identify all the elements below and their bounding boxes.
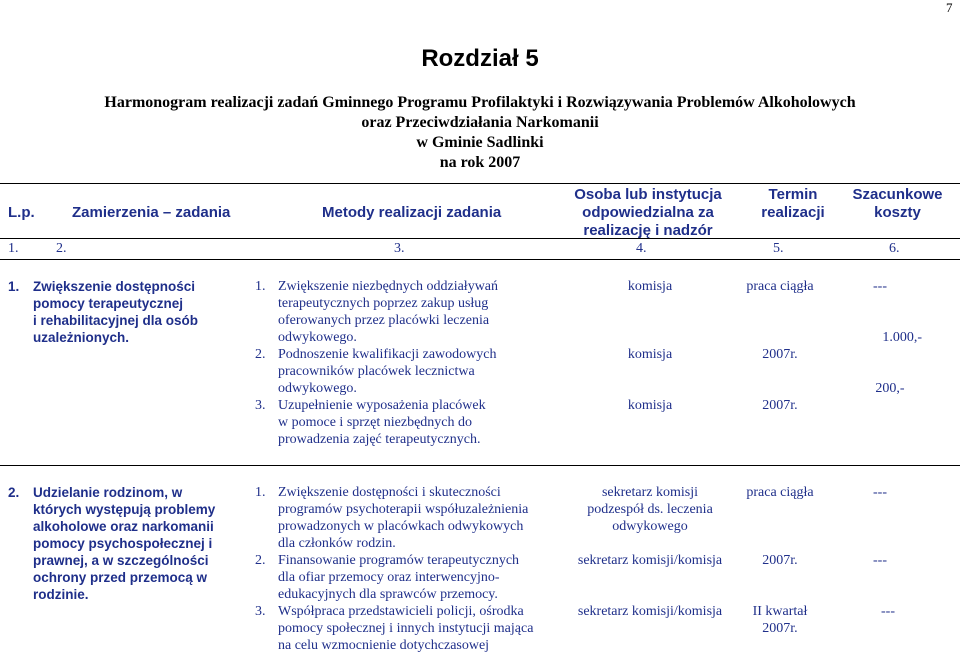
goal-line: i rehabilitacyjnej dla osób <box>33 313 199 328</box>
header-osoba-line: odpowiedzialna za <box>582 204 714 221</box>
row-1-cost-3: 200,- <box>875 381 905 396</box>
column-number: 6. <box>889 241 900 256</box>
method-item <box>255 346 555 397</box>
goal-line: pomocy psychospołecznej i <box>33 536 213 551</box>
row-1-term-3: 2007r. <box>762 398 798 413</box>
page-number: 7 <box>946 0 953 15</box>
method-line: oferowanych przez placówki leczenia <box>278 313 490 328</box>
row-2-cost-1: --- <box>873 485 887 500</box>
method-line: terapeutycznych poprzez zakup usług <box>278 296 489 311</box>
method-number: 2. <box>255 347 266 362</box>
responsible-line: podzespół ds. leczenia <box>587 502 713 517</box>
row-2-responsible-1 <box>560 484 740 535</box>
row-1-cost-2: 1.000,- <box>882 330 922 345</box>
method-line: edukacyjnych dla sprawców przemocy. <box>278 587 498 602</box>
method-number: 3. <box>255 398 266 413</box>
row-1-lp: 1. <box>8 279 20 294</box>
method-line: Finansowanie programów terapeutycznych <box>278 553 520 568</box>
method-line: Współpraca przedstawicieli policji, ośrodka <box>278 604 524 619</box>
subtitle-line: na rok 2007 <box>439 154 521 171</box>
method-line: odwykowego. <box>278 381 357 396</box>
method-line: Zwiększenie dostępności i skuteczności <box>278 485 501 500</box>
header-termin-line: Termin <box>768 186 818 203</box>
row-1-term-1: praca ciągła <box>746 279 814 294</box>
method-line: Zwiększenie niezbędnych oddziaływań <box>278 279 499 294</box>
method-number: 3. <box>255 604 266 619</box>
row-1-responsible-2: komisja <box>627 347 673 362</box>
column-number: 1. <box>8 241 19 256</box>
responsible-line: odwykowego <box>612 519 688 534</box>
method-line: prowadzenia zajęć terapeutycznych. <box>278 432 481 447</box>
goal-line: Udzielanie rodzinom, w <box>33 485 183 500</box>
goal-line: alkoholowe oraz narkomanii <box>33 519 214 534</box>
method-number: 1. <box>255 485 266 500</box>
header-koszty <box>840 186 955 222</box>
header-osoba-line: realizację i nadzór <box>583 222 713 239</box>
method-item <box>255 484 565 552</box>
method-line: pracowników placówek lecznictwa <box>278 364 475 379</box>
goal-line: uzależnionych. <box>33 330 130 345</box>
term-line: II kwartał <box>752 604 808 619</box>
method-line: prowadzonych w placówkach odwykowych <box>278 519 524 534</box>
term-line: 2007r. <box>762 621 798 636</box>
header-koszty-line: koszty <box>874 204 921 221</box>
method-line: Podnoszenie kwalifikacji zawodowych <box>278 347 497 362</box>
column-number: 3. <box>394 241 405 256</box>
row-1-methods <box>255 278 555 448</box>
method-number: 1. <box>255 279 266 294</box>
header-koszty-line: Szacunkowe <box>852 186 943 203</box>
row-2-methods <box>255 484 565 654</box>
responsible-line: sekretarz komisji <box>601 485 699 500</box>
header-termin <box>738 186 848 222</box>
method-line: odwykowego. <box>278 330 357 345</box>
goal-line: których występują problemy <box>33 502 216 517</box>
row-2-cost-3: --- <box>881 604 895 619</box>
goal-line: Zwiększenie dostępności <box>33 279 196 294</box>
subtitle-line: w Gminie Sadlinki <box>416 134 544 151</box>
row-1-responsible-1: komisja <box>627 279 673 294</box>
row-2-term-2: 2007r. <box>762 553 798 568</box>
subtitle-line: oraz Przeciwdziałania Narkomanii <box>361 114 599 131</box>
method-line: pomocy społecznej i innych instytucji mająca <box>278 621 534 636</box>
method-item <box>255 278 555 346</box>
method-line: w pomoce i sprzęt niezbędnych do <box>278 415 472 430</box>
table-top-rule <box>0 183 960 184</box>
goal-line: pomocy terapeutycznej <box>33 296 184 311</box>
header-rule <box>0 238 960 239</box>
document-subtitle <box>0 93 960 173</box>
subtitle-line: Harmonogram realizacji zadań Gminnego Programu Profilaktyki i Rozwiązywania Problemów Alkoholowych <box>104 94 856 111</box>
column-number: 2. <box>56 241 67 256</box>
goal-line: prawnej, a w szczególności <box>33 553 209 568</box>
method-line: na celu wzmocnienie dotychczasowej <box>278 638 490 653</box>
header-lp: L.p. <box>8 204 35 221</box>
header-osoba-line: Osoba lub instytucja <box>574 186 722 203</box>
row-1-responsible-3: komisja <box>627 398 673 413</box>
row-1-term-2: 2007r. <box>762 347 798 362</box>
row-2-lp: 2. <box>8 485 20 500</box>
row-1-goal <box>33 278 248 346</box>
method-item <box>255 397 555 448</box>
row-1-cost-1: --- <box>873 279 887 294</box>
method-line: Uzupełnienie wyposażenia placówek <box>278 398 486 413</box>
method-line: dla członków rodzin. <box>278 536 396 551</box>
header-metody: Metody realizacji zadania <box>322 204 502 221</box>
header-osoba <box>568 186 728 240</box>
row-2-responsible-3: sekretarz komisji/komisja <box>577 604 723 619</box>
goal-line: rodzinie. <box>33 587 89 602</box>
column-number: 5. <box>773 241 784 256</box>
header-zamierzenia: Zamierzenia – zadania <box>72 204 231 221</box>
row-2-goal <box>33 484 248 603</box>
method-item <box>255 603 565 654</box>
method-item <box>255 552 565 603</box>
column-numbers-rule <box>0 259 960 260</box>
row-2-responsible-2: sekretarz komisji/komisja <box>577 553 723 568</box>
goal-line: ochrony przed przemocą w <box>33 570 208 585</box>
method-line: dla ofiar przemocy oraz interwencyjno- <box>278 570 500 585</box>
column-number: 4. <box>636 241 647 256</box>
row-separator-rule <box>0 465 960 466</box>
method-number: 2. <box>255 553 266 568</box>
row-2-term-3 <box>725 603 835 637</box>
header-termin-line: realizacji <box>761 204 825 221</box>
chapter-title: Rozdział 5 <box>421 45 539 72</box>
method-line: programów psychoterapii współuzależnienia <box>278 502 529 517</box>
row-2-cost-2: --- <box>873 553 887 568</box>
row-2-term-1: praca ciągła <box>746 485 814 500</box>
